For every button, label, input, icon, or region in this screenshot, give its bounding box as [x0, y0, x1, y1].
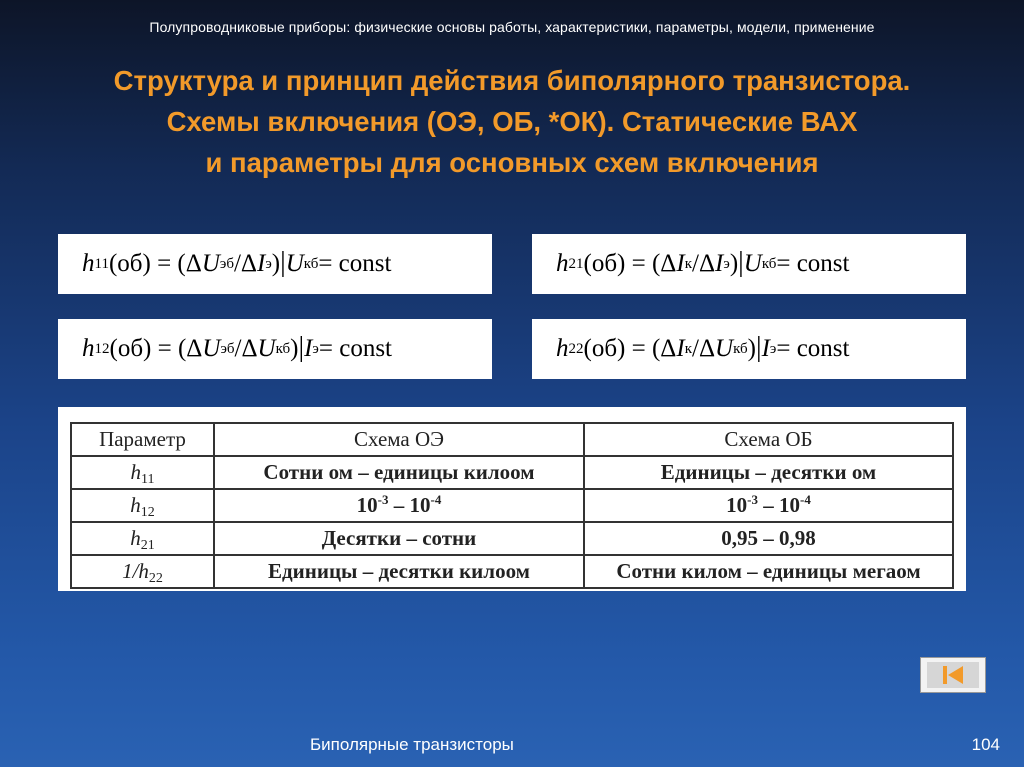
evaluation-bar: | [298, 332, 305, 363]
footer-topic: Биполярные транзисторы [310, 735, 514, 754]
parameters-table-panel [58, 407, 966, 591]
table-row [71, 522, 953, 555]
cb-value-cell: $10^{-3} - 10^{-4}$ [584, 489, 953, 522]
cb-value-cell: Единицы – десятки ом [584, 456, 953, 489]
ce-value-cell: Десятки – сотни [214, 522, 584, 555]
column-header-parameter: Параметр [71, 423, 214, 456]
param-cell: $1/h_{22}$ [71, 555, 214, 588]
param-cell: $h_{11}$ [71, 456, 214, 489]
slide-title [0, 60, 1024, 183]
title-line-2: Схемы включения (ОЭ, ОБ, *ОК). Статические ВАХ [166, 106, 858, 137]
skip-to-start-icon [940, 664, 966, 686]
parameters-table [70, 422, 954, 589]
first-slide-button[interactable] [920, 657, 986, 693]
param-cell: $h_{21}$ [71, 522, 214, 555]
title-line-3: и параметры для основных схем включения [205, 147, 819, 178]
title-line-1: Структура и принцип действия биполярного транзистора. [113, 65, 911, 96]
formula-h22: h 22 (об) = (Δ I к /Δ U кб ) | I э = const [532, 319, 966, 379]
formula-h11: h 11 (об) = (Δ U эб /Δ I э ) | U кб = const [58, 234, 492, 294]
table-header-row [71, 423, 953, 456]
ce-value-cell: Единицы – десятки килоом [214, 555, 584, 588]
slide-subtitle: Полупроводниковые приборы: физические основы работы, характеристики, параметры, модели, применение [149, 19, 875, 35]
cb-value-cell: 0,95 – 0,98 [584, 522, 953, 555]
cb-value-cell: Сотни килом – единицы мегаом [584, 555, 953, 588]
page-number: 104 [971, 735, 1000, 754]
formula-h21: h 21 (об) = (Δ I к /Δ I э ) | U кб = const [532, 234, 966, 294]
evaluation-bar: | [280, 247, 286, 278]
column-header-ce: Схема ОЭ [214, 423, 584, 456]
table-row [71, 456, 953, 489]
evaluation-bar: | [755, 332, 762, 363]
evaluation-bar: | [738, 247, 744, 278]
table-row [71, 555, 953, 588]
column-header-cb: Схема ОБ [584, 423, 953, 456]
formula-h12: h 12 (об) = (Δ U эб /Δ U кб ) | I э = const [58, 319, 492, 379]
table-row [71, 489, 953, 522]
param-cell: $h_{12}$ [71, 489, 214, 522]
ce-value-cell: Сотни ом – единицы килоом [214, 456, 584, 489]
ce-value-cell: $10^{-3} - 10^{-4}$ [214, 489, 584, 522]
